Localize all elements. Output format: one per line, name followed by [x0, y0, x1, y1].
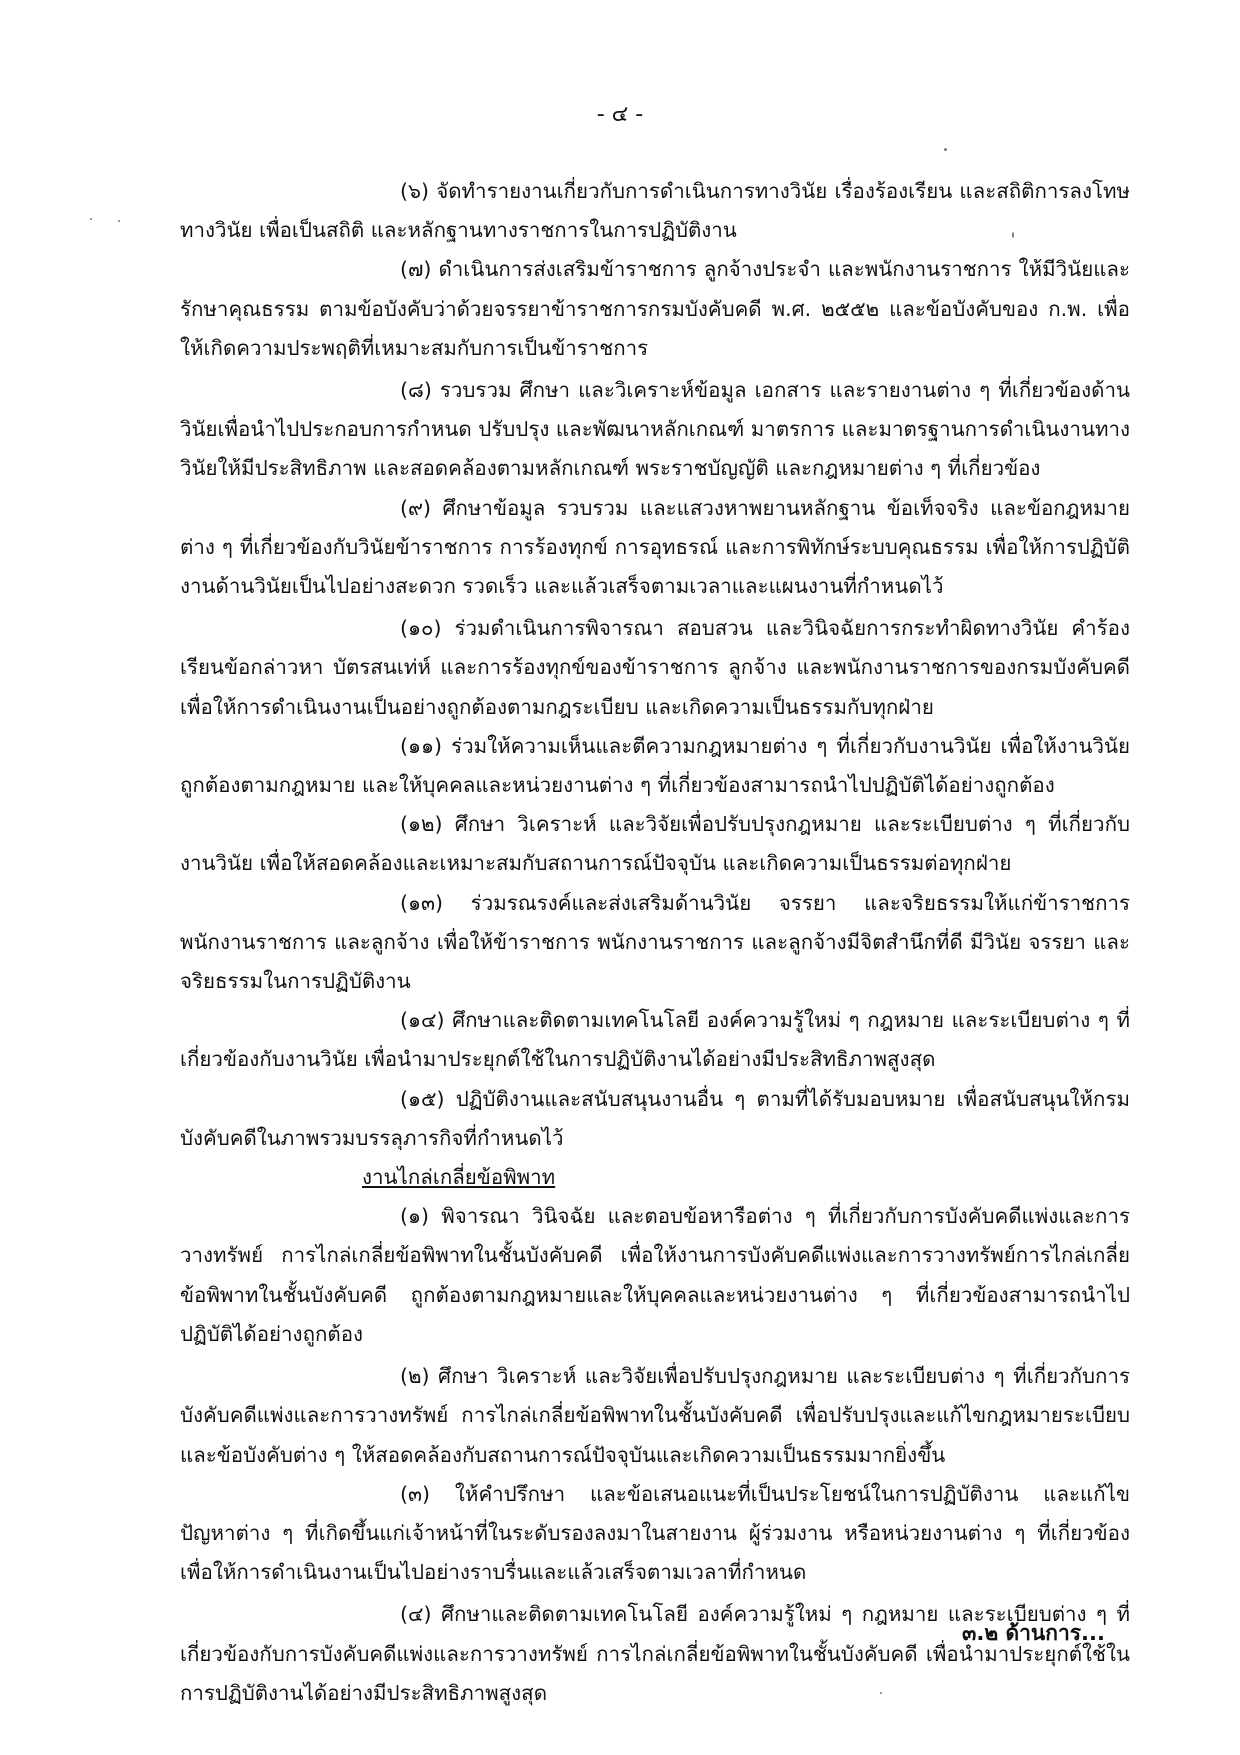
- scan-speck: [944, 148, 947, 151]
- discipline-item-8: (๘) รวบรวม ศึกษา และวิเคราะห์ข้อมูล เอกสาร และรายงานต่าง ๆ ที่เกี่ยวข้องด้านวินัยเพื่อนำไปประกอบการกำหนด ปรับปรุง และพัฒนาหลักเกณฑ์ มาตรการ และมาตรฐานการดำเนินงานทางวินัยให้มีประสิทธิภาพ และสอดคล้องตามหลักเกณฑ์ พระราชบัญญัติ และกฎหมายต่าง ๆ ที่เกี่ยวข้อง: [180, 378, 1130, 481]
- discipline-item-15: (๑๕) ปฏิบัติงานและสนับสนุนงานอื่น ๆ ตามที่ได้รับมอบหมาย เพื่อสนับสนุนให้กรมบังคับคดีในภาพรวมบรรลุภารกิจที่กำหนดไว้: [180, 1086, 1130, 1150]
- mediation-item-4: (๔) ศึกษาและติดตามเทคโนโลยี องค์ความรู้ใหม่ ๆ กฎหมาย และระเบียบต่าง ๆ ที่เกี่ยวข้องกับการบังคับคดีแพ่งและการวางทรัพย์ การไกล่เกลี่ยข้อพิพาทในชั้นบังคับคดี เพื่อนำมาประยุกต์ใช้ในการปฏิบัติงานได้อย่างมีประสิทธิภาพสูงสุด: [180, 1602, 1130, 1705]
- discipline-item-6: (๖) จัดทำรายงานเกี่ยวกับการดำเนินการทางวินัย เรื่องร้องเรียน และสถิติการลงโทษทางวินัย เพื่อเป็นสถิติ และหลักฐานทางราชการในการปฏิบัติงาน: [180, 179, 1130, 243]
- discipline-item-10: (๑๐) ร่วมดำเนินการพิจารณา สอบสวน และวินิจฉัยการกระทำผิดทางวินัย คำร้องเรียนข้อกล่าวหา บัตรสนเท่ห์ และการร้องทุกข์ของข้าราชการ ลูกจ้าง และพนักงานราชการของกรมบังคับคดี เพื่อให้การดำเนินงานเป็นอย่างถูกต้องตามกฎระเบียบ และเกิดความเป็นธรรมกับทุกฝ่าย: [180, 616, 1130, 719]
- mediation-item-2: (๒) ศึกษา วิเคราะห์ และวิจัยเพื่อปรับปรุงกฎหมาย และระเบียบต่าง ๆ ที่เกี่ยวกับการบังคับคดีแพ่งและการวางทรัพย์ การไกล่เกลี่ยข้อพิพาทในชั้นบังคับคดี เพื่อปรับปรุงและแก้ไขกฎหมายระเบียบ และข้อบังคับต่าง ๆ ให้สอดคล้องกับสถานการณ์ปัจจุบันและเกิดความเป็นธรรมมากยิ่งขึ้น: [180, 1364, 1130, 1467]
- section-heading-mediation: งานไกล่เกลี่ยข้อพิพาท: [362, 1165, 556, 1190]
- discipline-item-14: (๑๔) ศึกษาและติดตามเทคโนโลยี องค์ความรู้ใหม่ ๆ กฎหมาย และระเบียบต่าง ๆ ที่เกี่ยวข้องกับงานวินัย เพื่อนำมาประยุกต์ใช้ในการปฏิบัติงานได้อย่างมีประสิทธิภาพสูงสุด: [180, 1008, 1130, 1072]
- discipline-item-13: (๑๓) ร่วมรณรงค์และส่งเสริมด้านวินัย จรรยา และจริยธรรมให้แก่ข้าราชการพนักงานราชการ และลูกจ้าง เพื่อให้ข้าราชการ พนักงานราชการ และลูกจ้างมีจิตสำนึกที่ดี มีวินัย จรรยา และจริยธรรมในการปฏิบัติงาน: [180, 890, 1130, 994]
- scan-speck: [1012, 232, 1014, 238]
- discipline-item-9: (๙) ศึกษาข้อมูล รวบรวม และแสวงหาพยานหลักฐาน ข้อเท็จจริง และข้อกฎหมายต่าง ๆ ที่เกี่ยวข้องกับวินัยข้าราชการ การร้องทุกข์ การอุทธรณ์ และการพิทักษ์ระบบคุณธรรม เพื่อให้การปฏิบัติงานด้านวินัยเป็นไปอย่างสะดวก รวดเร็ว และแล้วเสร็จตามเวลาและแผนงานที่กำหนดไว้: [180, 495, 1130, 599]
- continuation-marker: ๓.๒ ด้านการ...: [962, 1621, 1105, 1645]
- discipline-item-11: (๑๑) ร่วมให้ความเห็นและตีความกฎหมายต่าง ๆ ที่เกี่ยวกับงานวินัย เพื่อให้งานวินัยถูกต้องตามกฎหมาย และให้บุคคลและหน่วยงานต่าง ๆ ที่เกี่ยวข้องสามารถนำไปปฏิบัติได้อย่างถูกต้อง: [180, 733, 1130, 798]
- scan-speck: [90, 218, 92, 220]
- discipline-item-7: (๗) ดำเนินการส่งเสริมข้าราชการ ลูกจ้างประจำ และพนักงานราชการ ให้มีวินัยและรักษาคุณธรรม ตามข้อบังคับว่าด้วยจรรยาข้าราชการกรมบังคับคดี พ.ศ. ๒๕๕๒ และข้อบังคับของ ก.พ. เพื่อให้เกิดความประพฤติที่เหมาะสมกับการเป็นข้าราชการ: [180, 257, 1130, 360]
- mediation-item-1: (๑) พิจารณา วินิจฉัย และตอบข้อหารือต่าง ๆ ที่เกี่ยวกับการบังคับคดีแพ่งและการวางทรัพย์ การไกล่เกลี่ยข้อพิพาทในชั้นบังคับคดี เพื่อให้งานการบังคับคดีแพ่งและการวางทรัพย์การไกล่เกลี่ยข้อพิพาทในชั้นบังคับคดี ถูกต้องตามกฎหมายและให้บุคคลและหน่วยงานต่าง ๆ ที่เกี่ยวข้องสามารถนำไปปฏิบัติได้อย่างถูกต้อง: [180, 1204, 1130, 1346]
- discipline-item-12: (๑๒) ศึกษา วิเคราะห์ และวิจัยเพื่อปรับปรุงกฎหมาย และระเบียบต่าง ๆ ที่เกี่ยวกับงานวินัย เพื่อให้สอดคล้องและเหมาะสมกับสถานการณ์ปัจจุบัน และเกิดความเป็นธรรมต่อทุกฝ่าย: [180, 812, 1130, 876]
- scan-speck: [118, 220, 120, 222]
- page-number: - ๔ -: [596, 102, 644, 127]
- mediation-item-3: (๓) ให้คำปรึกษา และข้อเสนอแนะที่เป็นประโยชน์ในการปฏิบัติงาน และแก้ไขปัญหาต่าง ๆ ที่เกิดขึ้นแก่เจ้าหน้าที่ในระดับรองลงมาในสายงาน ผู้ร่วมงาน หรือหน่วยงานต่าง ๆ ที่เกี่ยวข้องเพื่อให้การดำเนินงานเป็นไปอย่างราบรื่นและแล้วเสร็จตามเวลาที่กำหนด: [180, 1481, 1130, 1585]
- scan-speck: [880, 1692, 882, 1694]
- document-body: [180, 172, 1130, 1713]
